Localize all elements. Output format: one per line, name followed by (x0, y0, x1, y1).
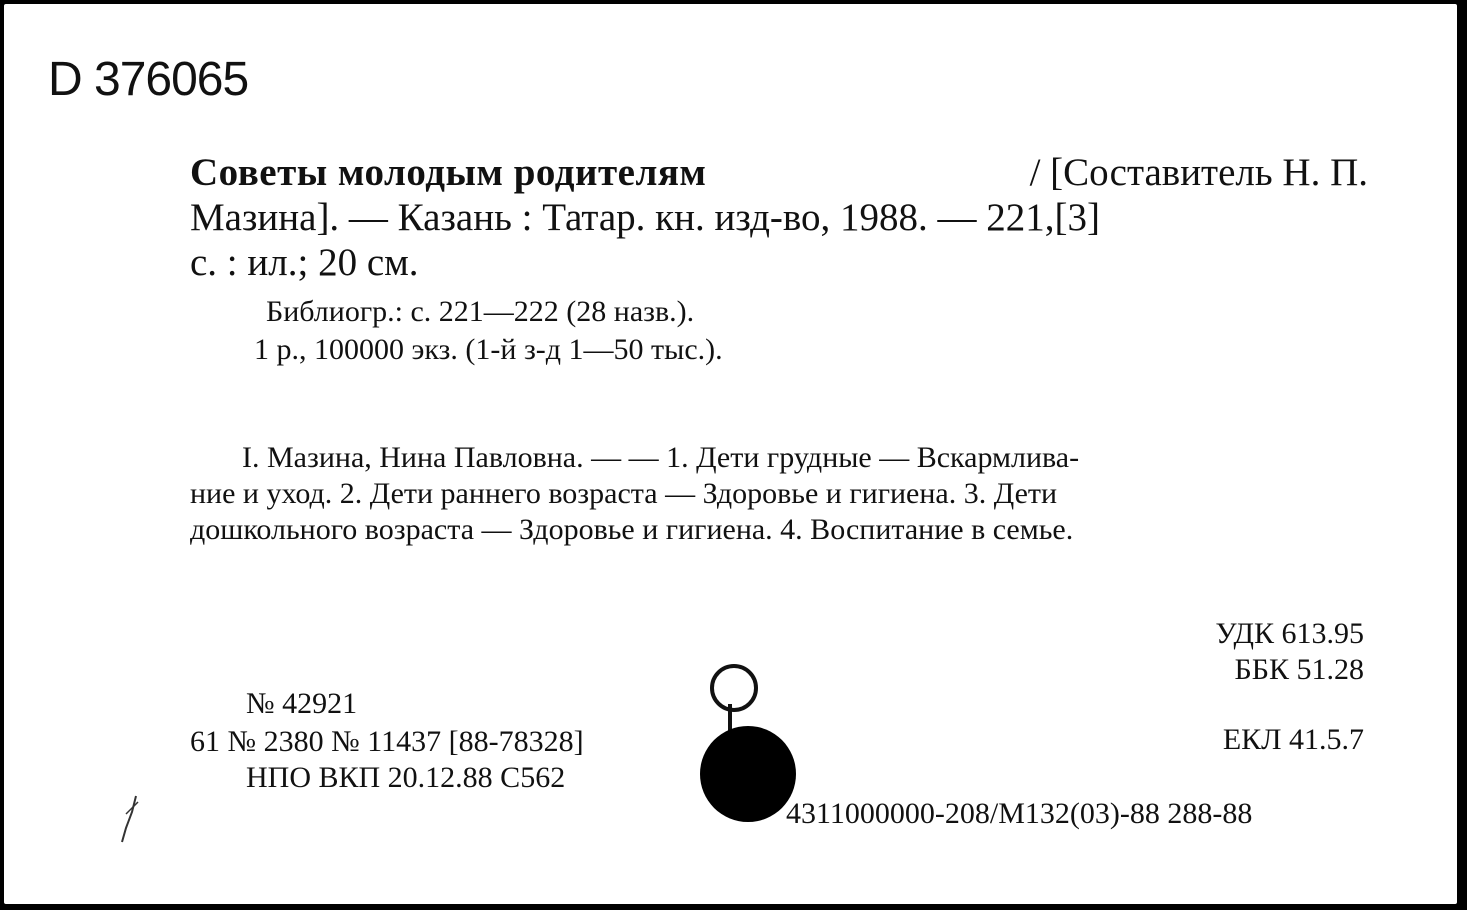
classification-code: 4311000000-208/М132(03)-88 288-88 (786, 797, 1253, 830)
subject-headings (190, 440, 1368, 548)
ink-stamp-icon (700, 726, 796, 822)
book-title: Советы молодым родителям (190, 151, 707, 194)
subject-line: дошкольного возраста — Здоровье и гигиена. 4. Воспитание в семье. (190, 513, 1074, 546)
ekl-code: ЕКЛ 41.5.7 (1222, 723, 1364, 756)
udk-code: УДК 613.95 (1215, 617, 1364, 650)
pencil-mark-icon (114, 794, 144, 844)
main-entry (190, 150, 1368, 285)
compiler-statement: / [Составитель Н. П. (1029, 151, 1368, 194)
card-id: D 376065 (48, 53, 249, 106)
stamp-ring-icon (710, 664, 758, 712)
bibliography-note: Библиогр.: с. 221—222 (28 назв.). (266, 295, 695, 328)
imprint-line: Мазина]. — Казань : Татар. кн. изд-во, 1988. — 221,[3] (190, 196, 1101, 239)
bbk-code: ББК 51.28 (1234, 653, 1364, 686)
catalog-card (4, 4, 1457, 904)
order-number: № 42921 (246, 687, 358, 720)
subject-line: I. Мазина, Нина Павловна. — — 1. Дети грудные — Вскармлива- (242, 441, 1080, 474)
physical-description: с. : ил.; 20 см. (190, 241, 419, 284)
npo-line: НПО ВКП 20.12.88 С562 (246, 761, 566, 794)
price-circulation: 1 р., 100000 экз. (1-й з-д 1—50 тыс.). (254, 333, 723, 366)
subject-line: ние и уход. 2. Дети раннего возраста — Здоровье и гигиена. 3. Дети (190, 477, 1058, 510)
print-line: 61 № 2380 № 11437 [88-78328] (190, 725, 584, 758)
entry-line-1 (190, 150, 1368, 195)
